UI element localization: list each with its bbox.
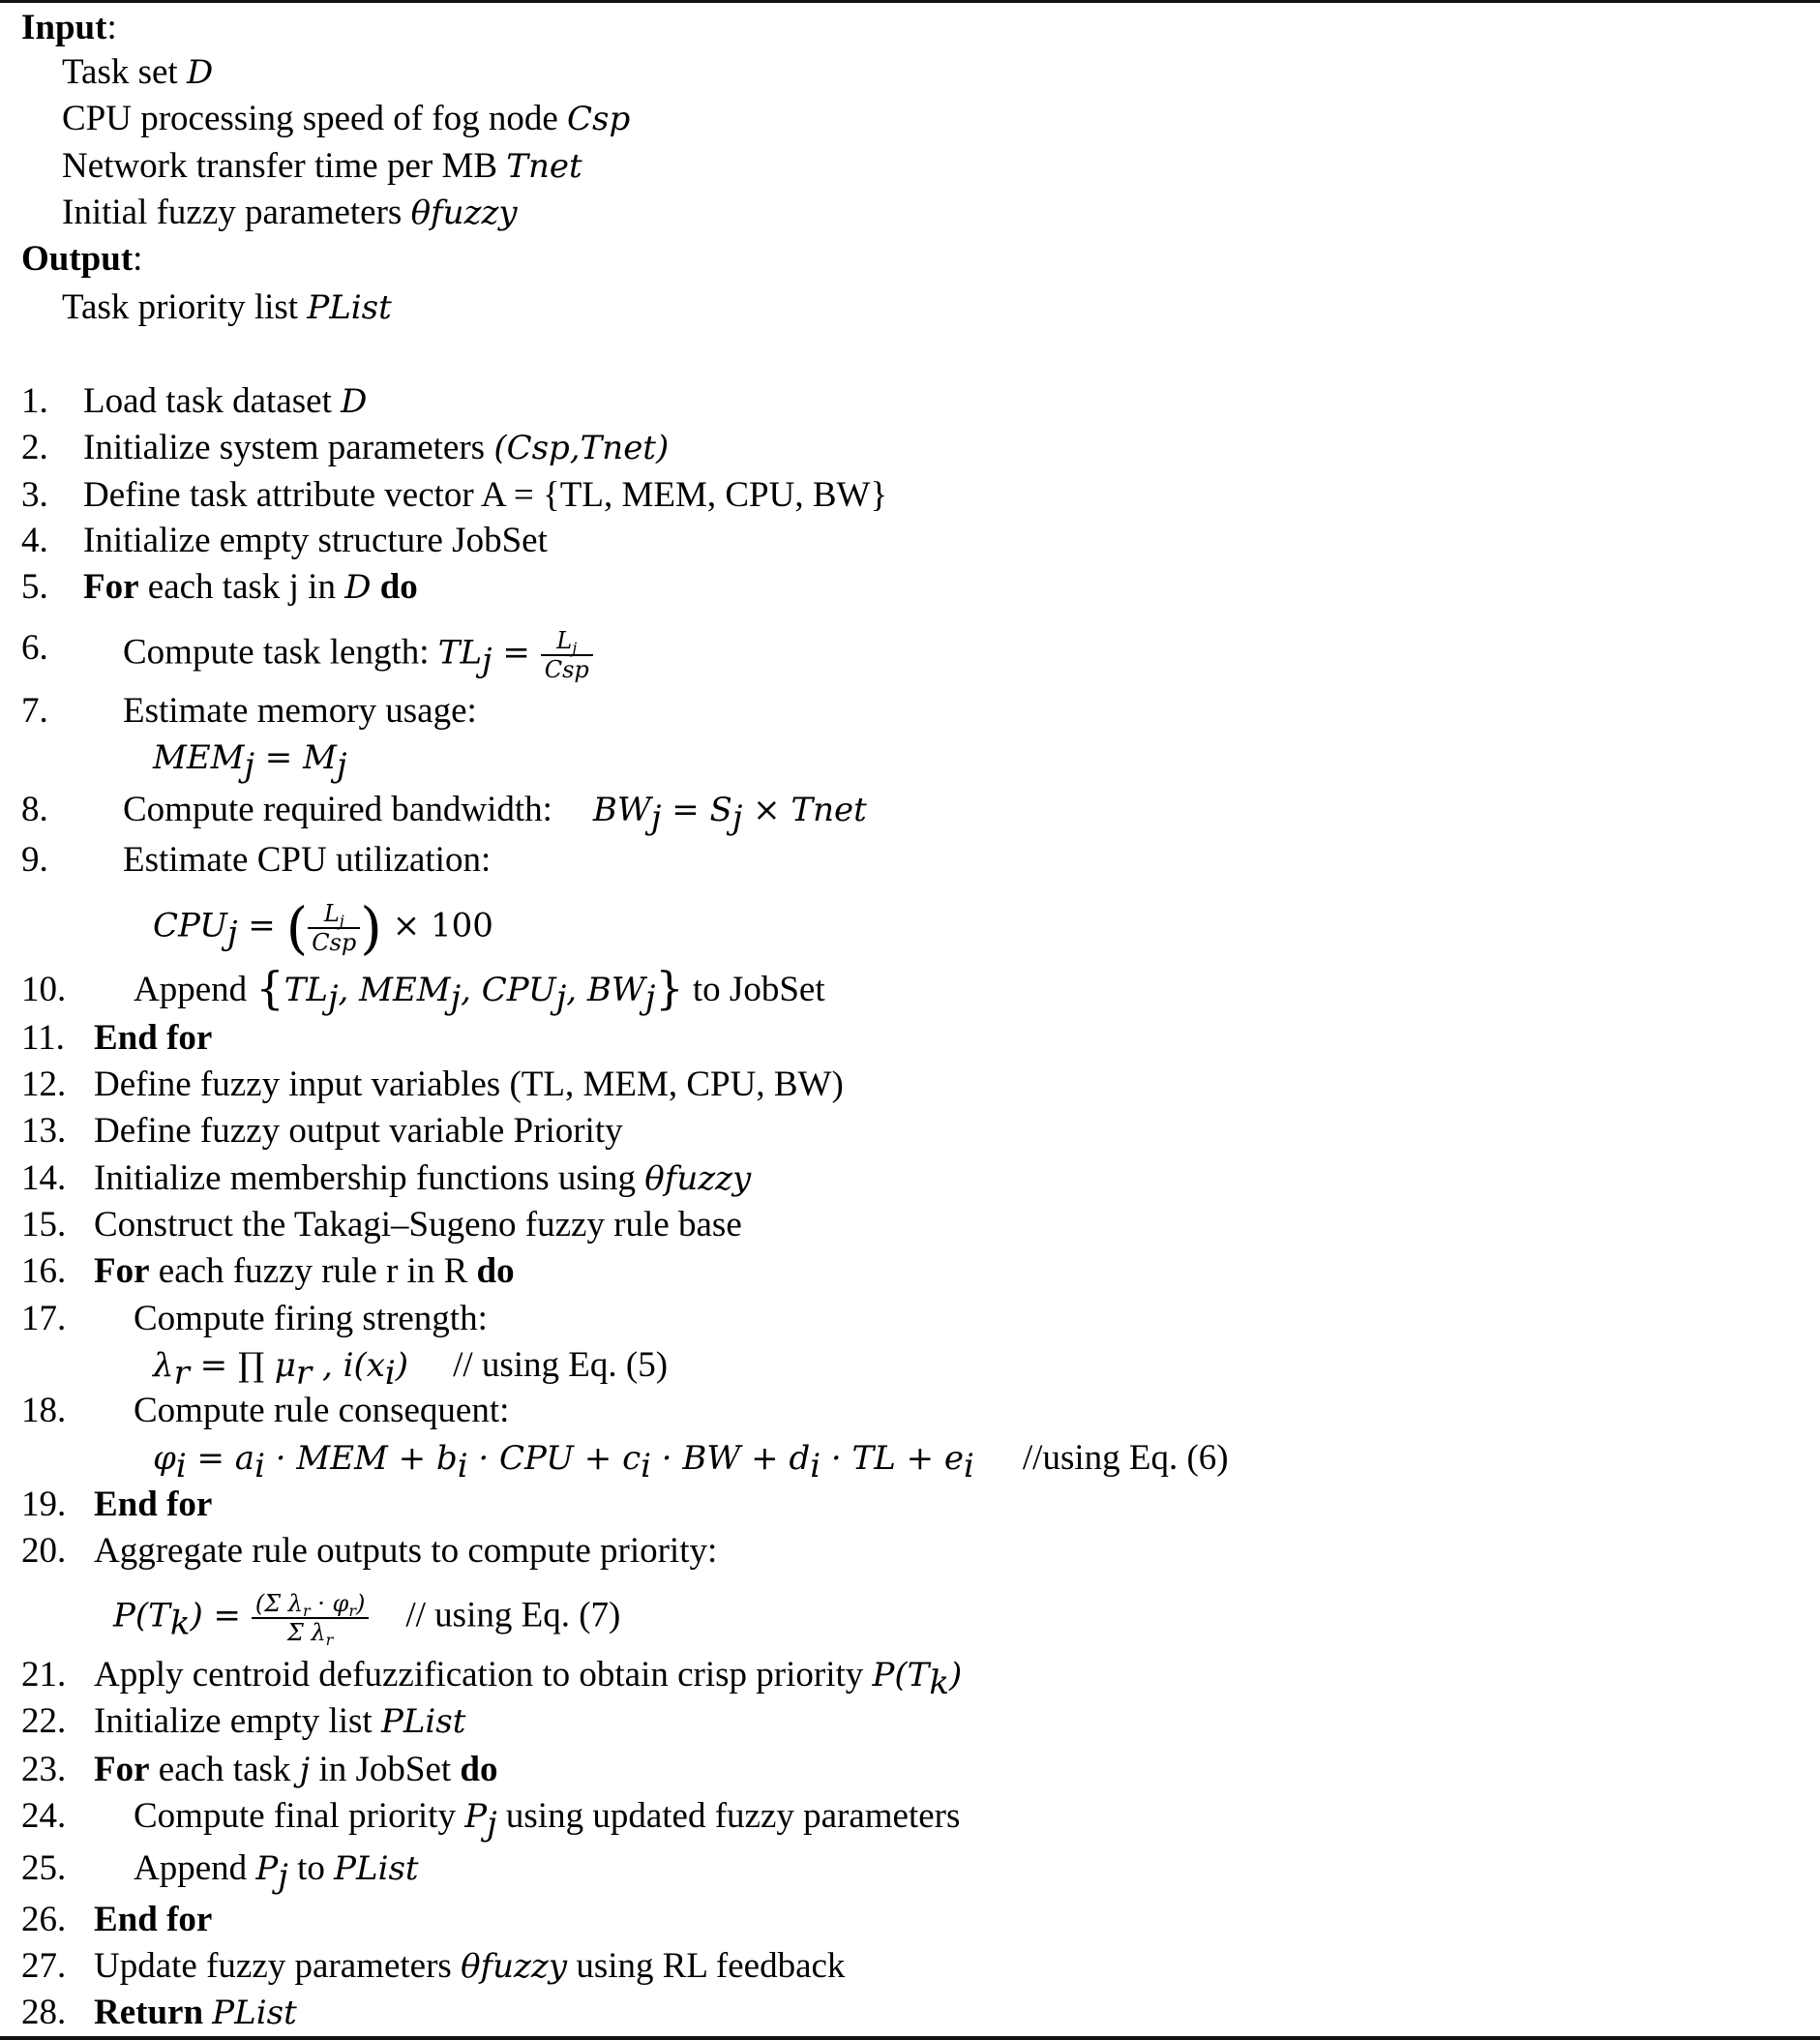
math-sub: j: [731, 798, 743, 837]
step-text: Initialize empty list: [94, 1701, 381, 1741]
equals: =: [254, 738, 304, 777]
step-number: 4.: [21, 521, 48, 560]
step-20-equation: [113, 1590, 621, 1649]
equals: =: [237, 906, 286, 945]
term-var: · TL: [820, 1439, 896, 1478]
numerator: ): [356, 1590, 366, 1617]
right-brace: }: [655, 962, 684, 1014]
term-var: · MEM: [264, 1439, 388, 1478]
math-sub: j: [487, 1805, 497, 1844]
numerator-sub: j: [572, 639, 578, 657]
step-text: Append: [134, 970, 256, 1009]
equals: =: [661, 791, 710, 829]
output-plist: [62, 286, 392, 329]
keyword-do: do: [467, 1251, 515, 1291]
step-text: Apply centroid defuzzification to obtain crisp priority: [94, 1655, 873, 1695]
step-number: 5.: [21, 567, 48, 607]
left-brace: {: [255, 962, 284, 1014]
math-sub: j: [644, 978, 656, 1017]
input-task-set: [62, 51, 213, 94]
step-number: 7.: [21, 691, 48, 731]
step-text: Compute rule consequent:: [134, 1391, 510, 1430]
plus: +: [573, 1439, 623, 1478]
equals: =: [492, 633, 541, 673]
denominator: Csp: [541, 654, 593, 683]
math-lhs: λ: [153, 1346, 174, 1385]
step-text: Initialize system parameters: [83, 428, 494, 467]
keyword-for: For: [94, 1750, 150, 1789]
input-label: Input: [21, 8, 107, 47]
step-text: in JobSet: [310, 1750, 452, 1789]
step-number: 22.: [21, 1701, 67, 1741]
comma: ,: [461, 971, 482, 1009]
step-number: 20.: [21, 1531, 67, 1571]
coef: d: [789, 1439, 811, 1478]
math-lhs: BW: [592, 791, 651, 829]
step-number: 15.: [21, 1205, 67, 1245]
step-text: Update fuzzy parameters: [94, 1946, 462, 1986]
math-lhs: TL: [437, 633, 483, 673]
numerator-sub: r: [302, 1602, 311, 1620]
math-lhs: ): [190, 1596, 203, 1635]
step-number: 2.: [21, 428, 48, 467]
keyword-for: For: [94, 1251, 150, 1291]
step-number: 24.: [21, 1796, 67, 1836]
comma: ,: [338, 971, 360, 1009]
input-fuzzy-params: [62, 192, 518, 234]
step-var: P: [464, 1797, 488, 1836]
output-label: Output: [21, 239, 134, 279]
step-var: j: [299, 1751, 311, 1789]
top-rule: [0, 0, 1820, 3]
step-number: 9.: [21, 840, 48, 880]
step-number: 17.: [21, 1299, 67, 1338]
math-sub: i: [810, 1447, 821, 1485]
step-number: 19.: [21, 1485, 67, 1524]
denominator-sub: r: [325, 1631, 334, 1649]
step-number: 8.: [21, 790, 48, 829]
math-sub: r: [295, 1354, 313, 1393]
step-text: to JobSet: [683, 970, 825, 1009]
step-number: 16.: [21, 1251, 67, 1291]
plus: +: [387, 1439, 436, 1478]
math-rhs: M: [303, 738, 337, 777]
step-number: 27.: [21, 1946, 67, 1986]
step-var: PList: [380, 1702, 466, 1741]
step-var: θfuzzy: [644, 1159, 752, 1198]
math-rhs: ): [395, 1346, 409, 1385]
step-text: [203, 1993, 212, 2032]
colon: :: [133, 239, 143, 279]
colon: :: [106, 8, 117, 47]
term-var: · BW: [650, 1439, 741, 1478]
keyword-end-for: End for: [94, 1485, 213, 1524]
math-lhs: MEM: [153, 738, 245, 777]
math-lhs: P(T: [113, 1596, 170, 1635]
input-cpu-speed: [62, 98, 630, 140]
keyword-end-for: End for: [94, 1018, 213, 1058]
input-var: Tnet: [506, 147, 582, 186]
step-text: Aggregate rule outputs to compute priority:: [94, 1531, 718, 1571]
step-number: 12.: [21, 1065, 67, 1104]
output-text: Task priority list: [62, 287, 308, 327]
input-text: Initial fuzzy parameters: [62, 193, 411, 232]
fraction: [252, 1590, 370, 1649]
equals: =: [202, 1596, 252, 1635]
output-heading: [21, 238, 142, 281]
math-tail: × 100: [381, 906, 493, 945]
numerator-sub: j: [339, 912, 344, 930]
math-rhs: S: [709, 791, 732, 829]
coef: a: [234, 1439, 255, 1478]
math-sub: k: [929, 1664, 949, 1702]
step-text: using updated fuzzy parameters: [496, 1796, 961, 1836]
step-text: Compute final priority: [134, 1796, 465, 1836]
math-sub: j: [336, 746, 347, 785]
set-item: BW: [586, 971, 645, 1009]
step-number: 1.: [21, 381, 48, 421]
math-sub: i: [964, 1447, 974, 1485]
step-text: Compute required bandwidth:: [123, 790, 552, 829]
keyword-return: Return: [94, 1993, 204, 2032]
coef: e: [943, 1439, 965, 1478]
step-text: Initialize membership functions using: [94, 1158, 645, 1198]
math-sub: i: [641, 1447, 651, 1485]
math-sub: i: [254, 1447, 265, 1485]
step-text: each task j in: [138, 567, 345, 607]
math-sub: j: [450, 978, 462, 1017]
fraction: [308, 900, 360, 956]
step-var: D: [341, 382, 368, 421]
left-paren: (: [285, 895, 309, 961]
step-17-equation: [153, 1344, 669, 1393]
times: ×: [742, 791, 791, 829]
keyword-end-for: End for: [94, 1900, 213, 1939]
plus: +: [895, 1439, 944, 1478]
numerator: L: [323, 900, 340, 927]
step-number: 21.: [21, 1655, 67, 1695]
step-number: 6.: [21, 628, 48, 668]
output-var: PList: [307, 288, 392, 327]
math-sub: r: [173, 1354, 190, 1393]
plus: +: [740, 1439, 790, 1478]
step-var: ): [948, 1656, 963, 1695]
coef: b: [435, 1439, 458, 1478]
input-text: CPU processing speed of fog node: [62, 99, 568, 138]
equals: =: [186, 1439, 235, 1478]
math-sub: i: [175, 1447, 187, 1485]
step-number: 11.: [21, 1018, 65, 1058]
step-var: D: [344, 568, 372, 607]
math-sub: i: [384, 1354, 396, 1393]
comment: // using Eq. (7): [405, 1595, 621, 1635]
step-text: using RL feedback: [567, 1946, 846, 1986]
step-number: 25.: [21, 1848, 67, 1888]
step-text: Initialize empty structure JobSet: [83, 521, 548, 560]
term-var: · CPU: [467, 1439, 574, 1478]
input-var: θfuzzy: [410, 194, 518, 232]
math-rhs: , i(x: [312, 1346, 385, 1385]
step-var: P: [255, 1849, 279, 1888]
math-lhs: φ: [153, 1439, 176, 1478]
step-text: Estimate CPU utilization:: [123, 840, 492, 880]
set-item: MEM: [359, 971, 451, 1009]
comma: ,: [566, 971, 587, 1009]
step-text: each task: [149, 1750, 300, 1789]
step-text: Estimate memory usage:: [123, 691, 477, 731]
denominator: Σ λ: [286, 1619, 326, 1646]
math-sub: k: [169, 1604, 191, 1643]
comment: // using Eq. (5): [453, 1345, 669, 1385]
input-text: Network transfer time per MB: [62, 146, 507, 186]
bottom-rule: [0, 2036, 1820, 2040]
step-text: Construct the Takagi–Sugeno fuzzy rule base: [94, 1205, 742, 1245]
step-var: P(T: [872, 1656, 930, 1695]
step-var: PList: [212, 1994, 297, 2032]
step-number: 26.: [21, 1900, 67, 1939]
input-var: D: [186, 53, 214, 92]
step-number: 23.: [21, 1750, 67, 1789]
input-network-time: [62, 145, 582, 188]
math-sub: j: [555, 978, 567, 1017]
step-text: to: [287, 1848, 335, 1888]
step-number: 10.: [21, 970, 67, 1009]
right-paren: ): [360, 895, 382, 961]
math-rhs: Tnet: [791, 791, 867, 829]
step-7-equation: [153, 736, 347, 785]
step-text: Compute firing strength:: [134, 1299, 488, 1338]
step-text: Append: [134, 1848, 256, 1888]
input-heading: [21, 7, 117, 49]
step-9-equation: [153, 895, 493, 961]
fraction: [541, 627, 593, 683]
numerator: · φ: [310, 1590, 349, 1617]
step-text: Define task attribute vector A = {TL, MEM, CPU, BW}: [83, 475, 888, 515]
step-number: 13.: [21, 1111, 67, 1151]
step-math: (Csp,Tnet): [493, 429, 670, 467]
set-item: CPU: [481, 971, 556, 1009]
denominator: Csp: [308, 927, 360, 956]
math-sub: j: [244, 746, 254, 785]
step-text: Compute task length:: [123, 632, 438, 673]
math-rhs: ∏ μ: [237, 1346, 296, 1385]
set-item: TL: [283, 971, 328, 1009]
math-sub: j: [327, 978, 339, 1017]
numerator-sub: r: [348, 1602, 356, 1620]
numerator: L: [556, 627, 573, 654]
step-var: θfuzzy: [461, 1947, 568, 1986]
math-sub: j: [482, 641, 492, 680]
keyword-for: For: [83, 567, 139, 607]
math-sub: j: [650, 798, 662, 837]
keyword-do: do: [371, 567, 418, 607]
step-number: 18.: [21, 1391, 67, 1430]
input-text: Task set: [62, 52, 187, 92]
step-text: Define fuzzy input variables (TL, MEM, CPU, BW): [94, 1065, 844, 1104]
step-number: 14.: [21, 1158, 67, 1198]
equals: =: [189, 1346, 238, 1385]
math-sub: j: [226, 914, 238, 953]
math-sub: j: [278, 1857, 288, 1896]
input-var: Csp: [567, 100, 631, 138]
math-lhs: CPU: [153, 906, 227, 945]
step-var: PList: [334, 1849, 419, 1888]
step-text: Load task dataset: [83, 381, 342, 421]
step-number: 28.: [21, 1993, 67, 2032]
keyword-do: do: [451, 1750, 498, 1789]
comment: //using Eq. (6): [1022, 1438, 1229, 1478]
coef: c: [622, 1439, 641, 1478]
step-number: 3.: [21, 475, 48, 515]
step-text: Define fuzzy output variable Priority: [94, 1111, 623, 1151]
numerator: (Σ λ: [254, 1590, 303, 1617]
step-18-equation: [153, 1437, 1229, 1485]
step-text: each fuzzy rule r in R: [149, 1251, 468, 1291]
math-sub: i: [457, 1447, 468, 1485]
